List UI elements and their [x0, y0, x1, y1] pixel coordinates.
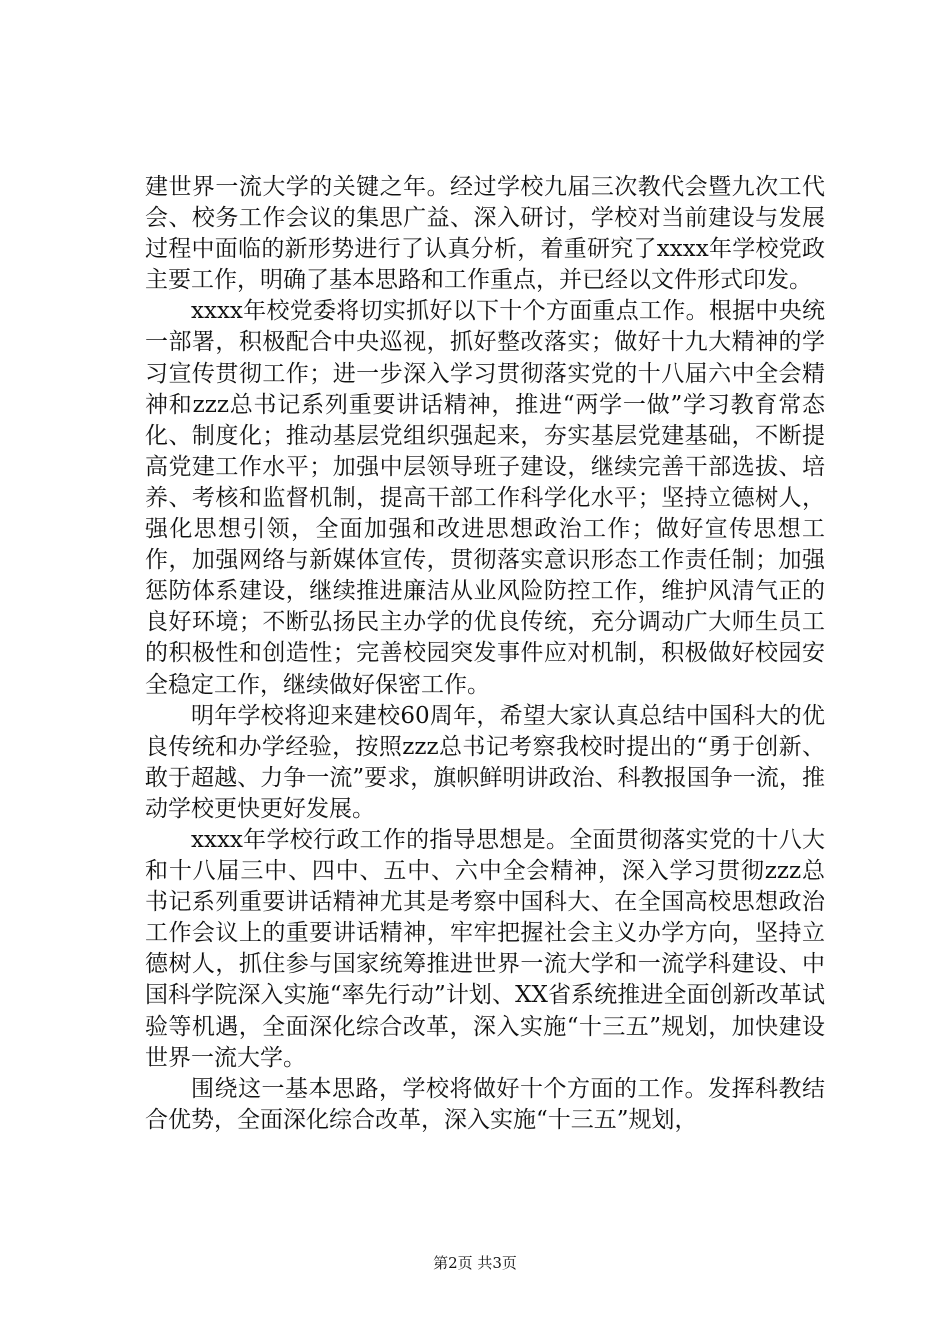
paragraph-3: 明年学校将迎来建校60周年，希望大家认真总结中国科大的优良传统和办学经验，按照zzz总书记考察我校时提出的“勇于创新、敢于超越、力争一流”要求，旗帜鲜明讲政治、科教报国争一流，推动学校更快更好发展。	[145, 702, 825, 822]
paragraph-4: xxxx年学校行政工作的指导思想是。全面贯彻落实党的十八大和十八届三中、四中、五中、六中全会精神，深入学习贯彻zzz总书记系列重要讲话精神尤其是考察中国科大、在全国高校思想政治工作会议上的重要讲话精神，牢牢把握社会主义办学方向，坚持立德树人，抓住参与国家统筹推进世界一流大学和一流学科建设、中国科学院深入实施“率先行动”计划、XX省系统推进全面创新改革试验等机遇，全面深化综合改革，深入实施“十三五”规划，加快建设世界一流大学。	[145, 826, 825, 1071]
paragraph-1: 建世界一流大学的关键之年。经过学校九届三次教代会暨九次工代会、校务工作会议的集思广益、深入研讨，学校对当前建设与发展过程中面临的新形势进行了认真分析，着重研究了xxxx年学校党政主要工作，明确了基本思路和工作重点，并已经以文件形式印发。	[145, 174, 825, 294]
paragraph-5: 围绕这一基本思路，学校将做好十个方面的工作。发挥科教结合优势，全面深化综合改革，深入实施“十三五”规划，	[145, 1075, 825, 1133]
paragraph-2: xxxx年校党委将切实抓好以下十个方面重点工作。根据中央统一部署，积极配合中央巡视，抓好整改落实；做好十九大精神的学习宣传贯彻工作；进一步深入学习贯彻落实党的十八届六中全会精神和zzz总书记系列重要讲话精神，推进“两学一做”学习教育常态化、制度化；推动基层党组织强起来，夯实基层党建基础，不断提高党建工作水平；加强中层领导班子建设，继续完善干部选拔、培养、考核和监督机制，提高干部工作科学化水平；坚持立德树人，强化思想引领，全面加强和改进思想政治工作；做好宣传思想工作，加强网络与新媒体宣传，贯彻落实意识形态工作责任制；加强惩防体系建设，继续推进廉洁从业风险防控工作，维护风清气正的良好环境；不断弘扬民主办学的优良传统，充分调动广大师生员工的积极性和创造性；完善校园突发事件应对机制，积极做好校园安全稳定工作，继续做好保密工作。	[145, 298, 825, 698]
document-body	[145, 172, 825, 1136]
page-footer: 第2页 共3页	[433, 1254, 517, 1272]
